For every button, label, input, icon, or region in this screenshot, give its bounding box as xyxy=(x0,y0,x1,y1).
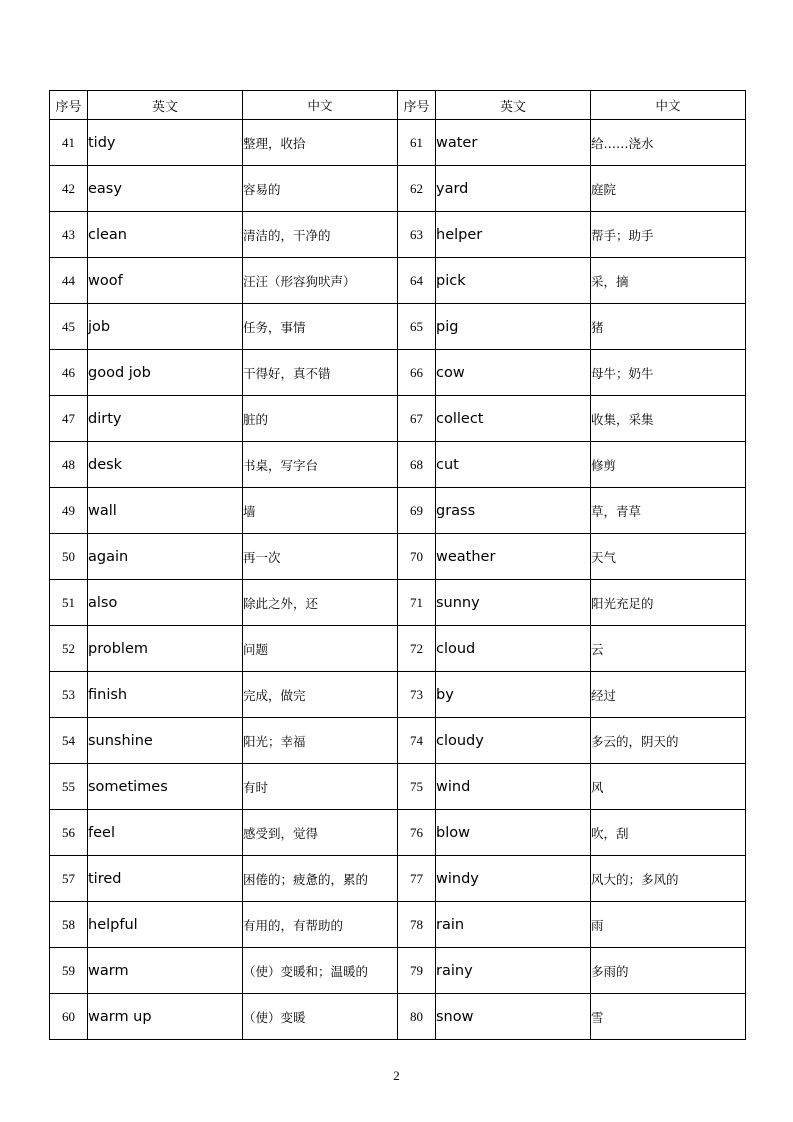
cell-chinese: 困倦的；疲惫的，累的 xyxy=(243,856,398,902)
page-number: 2 xyxy=(393,1068,400,1083)
cell-english: woof xyxy=(88,258,243,304)
table-row xyxy=(50,350,746,396)
table-row xyxy=(50,718,746,764)
cell-chinese: 清洁的，干净的 xyxy=(243,212,398,258)
cell-chinese: 阳光充足的 xyxy=(591,580,746,626)
cell-english: grass xyxy=(436,488,591,534)
table-row xyxy=(50,212,746,258)
table-row xyxy=(50,810,746,856)
cell-english: weather xyxy=(436,534,591,580)
cell-index: 66 xyxy=(398,350,436,396)
cell-index: 62 xyxy=(398,166,436,212)
table-row xyxy=(50,764,746,810)
cell-chinese: （使）变暖 xyxy=(243,994,398,1040)
table-row xyxy=(50,948,746,994)
cell-english: rainy xyxy=(436,948,591,994)
cell-chinese: 整理，收拾 xyxy=(243,120,398,166)
cell-english: helper xyxy=(436,212,591,258)
table-row xyxy=(50,120,746,166)
table-row xyxy=(50,442,746,488)
cell-index: 60 xyxy=(50,994,88,1040)
cell-english: water xyxy=(436,120,591,166)
column-header-chinese-left: 中文 xyxy=(243,91,398,120)
column-header-english-right: 英文 xyxy=(436,91,591,120)
cell-chinese: 修剪 xyxy=(591,442,746,488)
cell-english: pig xyxy=(436,304,591,350)
cell-index: 53 xyxy=(50,672,88,718)
cell-index: 51 xyxy=(50,580,88,626)
cell-chinese: 经过 xyxy=(591,672,746,718)
cell-chinese: 阳光；幸福 xyxy=(243,718,398,764)
cell-chinese: 有时 xyxy=(243,764,398,810)
cell-chinese: 雪 xyxy=(591,994,746,1040)
table-row xyxy=(50,672,746,718)
cell-index: 65 xyxy=(398,304,436,350)
table-row xyxy=(50,258,746,304)
cell-chinese: 书桌，写字台 xyxy=(243,442,398,488)
cell-english: warm up xyxy=(88,994,243,1040)
table-row xyxy=(50,902,746,948)
cell-chinese: 多雨的 xyxy=(591,948,746,994)
cell-index: 41 xyxy=(50,120,88,166)
cell-english: dirty xyxy=(88,396,243,442)
cell-chinese: 脏的 xyxy=(243,396,398,442)
cell-english: collect xyxy=(436,396,591,442)
cell-english: desk xyxy=(88,442,243,488)
cell-english: pick xyxy=(436,258,591,304)
table-row xyxy=(50,856,746,902)
cell-index: 79 xyxy=(398,948,436,994)
cell-chinese: 猪 xyxy=(591,304,746,350)
cell-english: easy xyxy=(88,166,243,212)
cell-index: 77 xyxy=(398,856,436,902)
cell-english: sunshine xyxy=(88,718,243,764)
table-row xyxy=(50,304,746,350)
cell-chinese: 干得好，真不错 xyxy=(243,350,398,396)
cell-chinese: 吹，刮 xyxy=(591,810,746,856)
cell-index: 42 xyxy=(50,166,88,212)
column-header-chinese-right: 中文 xyxy=(591,91,746,120)
cell-english: cow xyxy=(436,350,591,396)
cell-index: 59 xyxy=(50,948,88,994)
cell-english: yard xyxy=(436,166,591,212)
vocabulary-table-container xyxy=(49,90,744,1040)
cell-index: 45 xyxy=(50,304,88,350)
table-row xyxy=(50,534,746,580)
table-row xyxy=(50,488,746,534)
cell-chinese: 草，青草 xyxy=(591,488,746,534)
cell-index: 64 xyxy=(398,258,436,304)
cell-english: windy xyxy=(436,856,591,902)
cell-chinese: 有用的，有帮助的 xyxy=(243,902,398,948)
cell-english: good job xyxy=(88,350,243,396)
cell-chinese: 多云的，阴天的 xyxy=(591,718,746,764)
cell-index: 54 xyxy=(50,718,88,764)
cell-index: 49 xyxy=(50,488,88,534)
cell-chinese: 母牛；奶牛 xyxy=(591,350,746,396)
cell-index: 71 xyxy=(398,580,436,626)
cell-english: wind xyxy=(436,764,591,810)
cell-chinese: 除此之外，还 xyxy=(243,580,398,626)
cell-chinese: 风 xyxy=(591,764,746,810)
cell-index: 46 xyxy=(50,350,88,396)
cell-english: helpful xyxy=(88,902,243,948)
cell-index: 73 xyxy=(398,672,436,718)
cell-chinese: 收集，采集 xyxy=(591,396,746,442)
cell-english: cut xyxy=(436,442,591,488)
cell-index: 57 xyxy=(50,856,88,902)
cell-index: 47 xyxy=(50,396,88,442)
cell-chinese: 墙 xyxy=(243,488,398,534)
cell-chinese: 汪汪（形容狗吠声） xyxy=(243,258,398,304)
table-row xyxy=(50,396,746,442)
cell-index: 70 xyxy=(398,534,436,580)
table-row xyxy=(50,166,746,212)
cell-index: 68 xyxy=(398,442,436,488)
cell-chinese: 感受到，觉得 xyxy=(243,810,398,856)
cell-index: 80 xyxy=(398,994,436,1040)
cell-english: sometimes xyxy=(88,764,243,810)
cell-english: cloudy xyxy=(436,718,591,764)
cell-chinese: （使）变暖和；温暖的 xyxy=(243,948,398,994)
cell-chinese: 采，摘 xyxy=(591,258,746,304)
cell-index: 69 xyxy=(398,488,436,534)
cell-english: sunny xyxy=(436,580,591,626)
cell-index: 58 xyxy=(50,902,88,948)
cell-index: 74 xyxy=(398,718,436,764)
cell-english: problem xyxy=(88,626,243,672)
table-row xyxy=(50,994,746,1040)
cell-chinese: 容易的 xyxy=(243,166,398,212)
cell-index: 52 xyxy=(50,626,88,672)
table-row xyxy=(50,580,746,626)
cell-english: blow xyxy=(436,810,591,856)
cell-index: 63 xyxy=(398,212,436,258)
cell-chinese: 风大的；多风的 xyxy=(591,856,746,902)
column-header-english-left: 英文 xyxy=(88,91,243,120)
cell-index: 43 xyxy=(50,212,88,258)
cell-index: 67 xyxy=(398,396,436,442)
cell-english: cloud xyxy=(436,626,591,672)
table-header xyxy=(50,91,746,120)
cell-index: 61 xyxy=(398,120,436,166)
cell-chinese: 再一次 xyxy=(243,534,398,580)
cell-chinese: 帮手；助手 xyxy=(591,212,746,258)
cell-english: snow xyxy=(436,994,591,1040)
cell-index: 50 xyxy=(50,534,88,580)
cell-index: 48 xyxy=(50,442,88,488)
cell-chinese: 云 xyxy=(591,626,746,672)
cell-english: job xyxy=(88,304,243,350)
cell-english: also xyxy=(88,580,243,626)
cell-index: 76 xyxy=(398,810,436,856)
vocabulary-table xyxy=(49,90,746,1040)
cell-chinese: 任务，事情 xyxy=(243,304,398,350)
cell-chinese: 给……浇水 xyxy=(591,120,746,166)
cell-english: wall xyxy=(88,488,243,534)
cell-english: rain xyxy=(436,902,591,948)
table-body xyxy=(50,120,746,1040)
cell-chinese: 天气 xyxy=(591,534,746,580)
cell-chinese: 雨 xyxy=(591,902,746,948)
cell-index: 56 xyxy=(50,810,88,856)
cell-english: again xyxy=(88,534,243,580)
cell-chinese: 庭院 xyxy=(591,166,746,212)
column-header-index-left: 序号 xyxy=(50,91,88,120)
cell-english: tired xyxy=(88,856,243,902)
cell-english: feel xyxy=(88,810,243,856)
cell-index: 75 xyxy=(398,764,436,810)
cell-chinese: 问题 xyxy=(243,626,398,672)
cell-index: 44 xyxy=(50,258,88,304)
column-header-index-right: 序号 xyxy=(398,91,436,120)
cell-index: 55 xyxy=(50,764,88,810)
cell-english: tidy xyxy=(88,120,243,166)
table-row xyxy=(50,626,746,672)
cell-index: 72 xyxy=(398,626,436,672)
cell-english: warm xyxy=(88,948,243,994)
cell-chinese: 完成，做完 xyxy=(243,672,398,718)
cell-index: 78 xyxy=(398,902,436,948)
cell-english: clean xyxy=(88,212,243,258)
table-header-row xyxy=(50,91,746,120)
cell-english: finish xyxy=(88,672,243,718)
cell-english: by xyxy=(436,672,591,718)
